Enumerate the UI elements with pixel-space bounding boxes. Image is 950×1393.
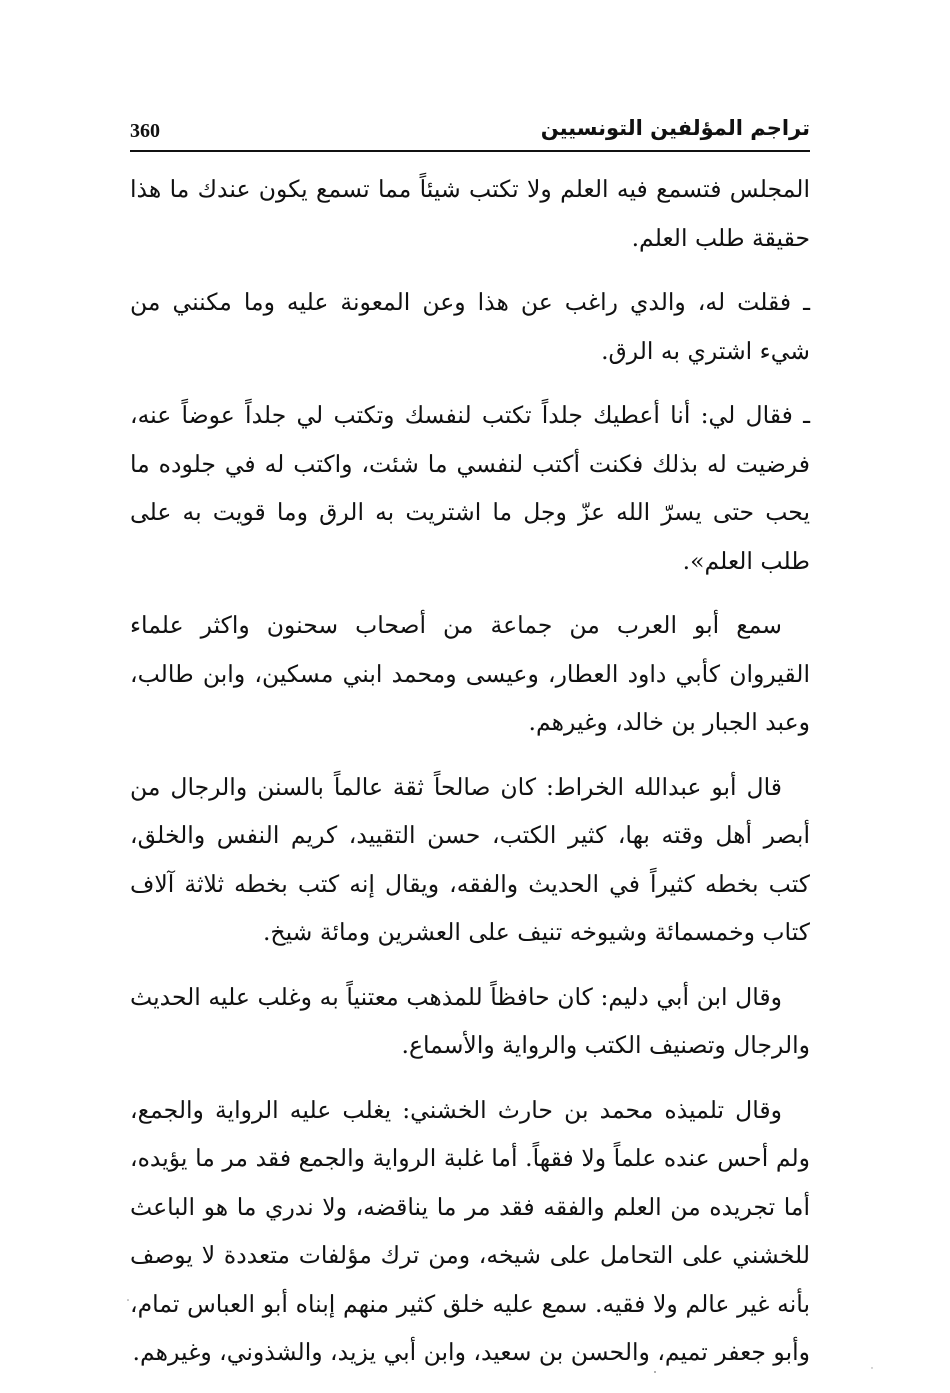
paragraph: قال أبو عبدالله الخراط: كان صالحاً ثقة عالماً بالسنن والرجال من أبصر أهل وقته بها، كثير الكتب، حسن التقييد، كريم النفس والخلق، كتب بخطه كثيراً في الحديث والفقه، ويقال إنه كتب بخطه ثلاثة آلاف كتاب وخمسمائة وشيوخه تنيف على العشرين ومائة شيخ.: [130, 772, 810, 946]
paragraph: وقال تلميذه محمد بن حارث الخشني: يغلب عليه الرواية والجمع، ولم أحس عنده علماً ولا فقهاً. أما غلبة الرواية والجمع فقد مر ما يؤيده، أما تجريده من العلم والفقه فقد مر ما يناقضه، ولا ندري ما هو الباعث للخشني على التحامل على شيخه، ومن ترك مؤلفات متعددة لا يوصف بأنه غير عالم ولا فقيه. سمع عليه خلق كثير منهم إبناه أبو العباس تمام، وأبو جعفر تميم، والحسن بن سعيد، وابن أبي يزيد، والشذوني، وغيرهم.: [130, 1095, 810, 1366]
paragraph: ـ فقلت له، والدي راغب عن هذا وعن المعونة عليه وما مكنني من شيء اشتري به الرق.: [130, 288, 810, 365]
running-title: تراجم المؤلفين التونسيين: [540, 116, 810, 140]
paragraph: وقال ابن أبي دليم: كان حافظاً للمذهب معتنياً به وغلب عليه الحديث والرجال وتصنيف الكتب والرواية والأسماع.: [130, 982, 810, 1059]
paragraph: ـ فقال لي: أنا أعطيك جلداً تكتب لنفسك وتكتب لي جلداً عوضاً عنه، فرضيت له بذلك فكنت أكتب لنفسي ما شئت، واكتب له في جلوده ما يحب حتى يسرّ الله عزّ وجل ما اشتريت به الرق وما قويت به على طلب العلم».: [130, 401, 810, 575]
page-number: 360: [130, 120, 160, 142]
page-header: [130, 100, 810, 152]
paragraph: المجلس فتسمع فيه العلم ولا تكتب شيئاً مما تسمع يكون عندك ما هذا حقيقة طلب العلم.: [130, 175, 810, 252]
paragraph: سمع أبو العرب من جماعة من أصحاب سحنون واكثر علماء القيروان كأبي داود العطار، وعيسى ومحمد ابني مسكين، وابن طالب، وعبد الجبار بن خالد، وغيرهم.: [130, 611, 810, 736]
body-text: [130, 165, 810, 1393]
